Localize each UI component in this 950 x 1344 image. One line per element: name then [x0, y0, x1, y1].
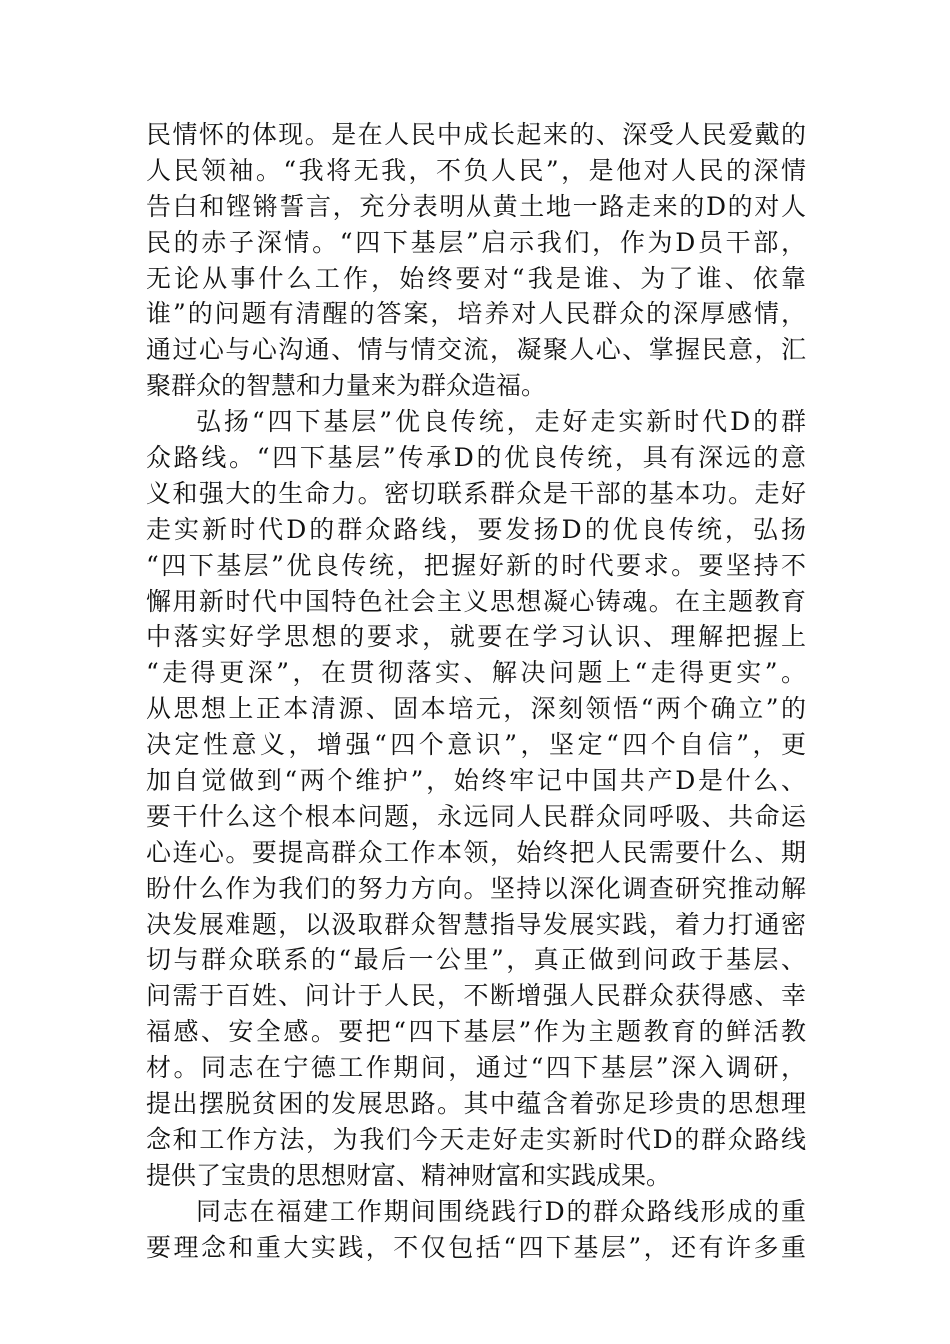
text-line: 决定性意义，增强“四个意识”，坚定“四个自信”，更: [146, 730, 806, 760]
text-line: 盼什么作为我们的努力方向。坚持以深化调查研究推动解: [146, 873, 806, 903]
document-body: [146, 117, 806, 1266]
text-line: 切与群众联系的“最后一公里”，真正做到问政于基层、: [146, 945, 806, 975]
text-line: 要干什么这个根本问题，永远同人民群众同呼吸、共命运: [146, 801, 806, 831]
text-line: 聚群众的智慧和力量来为群众造福。: [146, 371, 547, 401]
text-line: 决发展难题，以汲取群众智慧指导发展实践，着力打通密: [146, 909, 806, 939]
text-line: 中落实好学思想的要求，就要在学习认识、理解把握上: [146, 622, 806, 652]
text-line: 懈用新时代中国特色社会主义思想凝心铸魂。在主题教育: [146, 586, 806, 616]
text-line: 念和工作方法，为我们今天走好走实新时代D的群众路线: [146, 1124, 806, 1154]
text-line: 告白和铿锵誓言，充分表明从黄土地一路走来的D的对人: [146, 191, 806, 221]
text-line: 谁”的问题有清醒的答案，培养对人民群众的深厚感情，: [146, 299, 806, 329]
text-line: 问需于百姓、问计于人民，不断增强人民群众获得感、幸: [146, 981, 806, 1011]
text-line: 义和强大的生命力。密切联系群众是干部的基本功。走好: [146, 478, 806, 508]
text-line: 众路线。“四下基层”传承D的优良传统，具有深远的意: [146, 443, 806, 473]
text-line: 民的赤子深情。“四下基层”启示我们，作为D员干部，: [146, 227, 806, 257]
paragraph: [146, 1194, 806, 1266]
text-line: 通过心与心沟通、情与情交流，凝聚人心、掌握民意，汇: [146, 335, 806, 365]
paragraph: [146, 117, 806, 404]
text-line: 加自觉做到“两个维护”，始终牢记中国共产D是什么、: [146, 766, 806, 796]
text-line: 提供了宝贵的思想财富、精神财富和实践成果。: [146, 1160, 672, 1190]
text-line: 提出摆脱贫困的发展思路。其中蕴含着弥足珍贵的思想理: [146, 1089, 806, 1119]
paragraph: [146, 404, 806, 1194]
text-line: 心连心。要提高群众工作本领，始终把人民需要什么、期: [146, 837, 806, 867]
text-line: 弘扬“四下基层”优良传统，走好走实新时代D的群: [196, 407, 806, 437]
text-line: 人民领袖。“我将无我，不负人民”，是他对人民的深情: [146, 155, 806, 185]
text-line: 无论从事什么工作，始终要对“我是谁、为了谁、依靠: [146, 263, 806, 293]
text-line: 同志在福建工作期间围绕践行D的群众路线形成的重: [196, 1196, 806, 1226]
text-line: 民情怀的体现。是在人民中成长起来的、深受人民爱戴的: [146, 120, 806, 149]
text-line: 福感、安全感。要把“四下基层”作为主题教育的鲜活教: [146, 1017, 806, 1047]
text-line: 要理念和重大实践，不仅包括“四下基层”，还有许多重: [146, 1232, 806, 1262]
text-line: 材。同志在宁德工作期间，通过“四下基层”深入调研，: [146, 1053, 806, 1083]
text-line: “走得更深”，在贯彻落实、解决问题上“走得更实”。: [146, 658, 806, 688]
text-line: 走实新时代D的群众路线，要发扬D的优良传统，弘扬: [146, 514, 806, 544]
text-line: “四下基层”优良传统，把握好新的时代要求。要坚持不: [146, 550, 806, 580]
text-line: 从思想上正本清源、固本培元，深刻领悟“两个确立”的: [146, 694, 806, 724]
